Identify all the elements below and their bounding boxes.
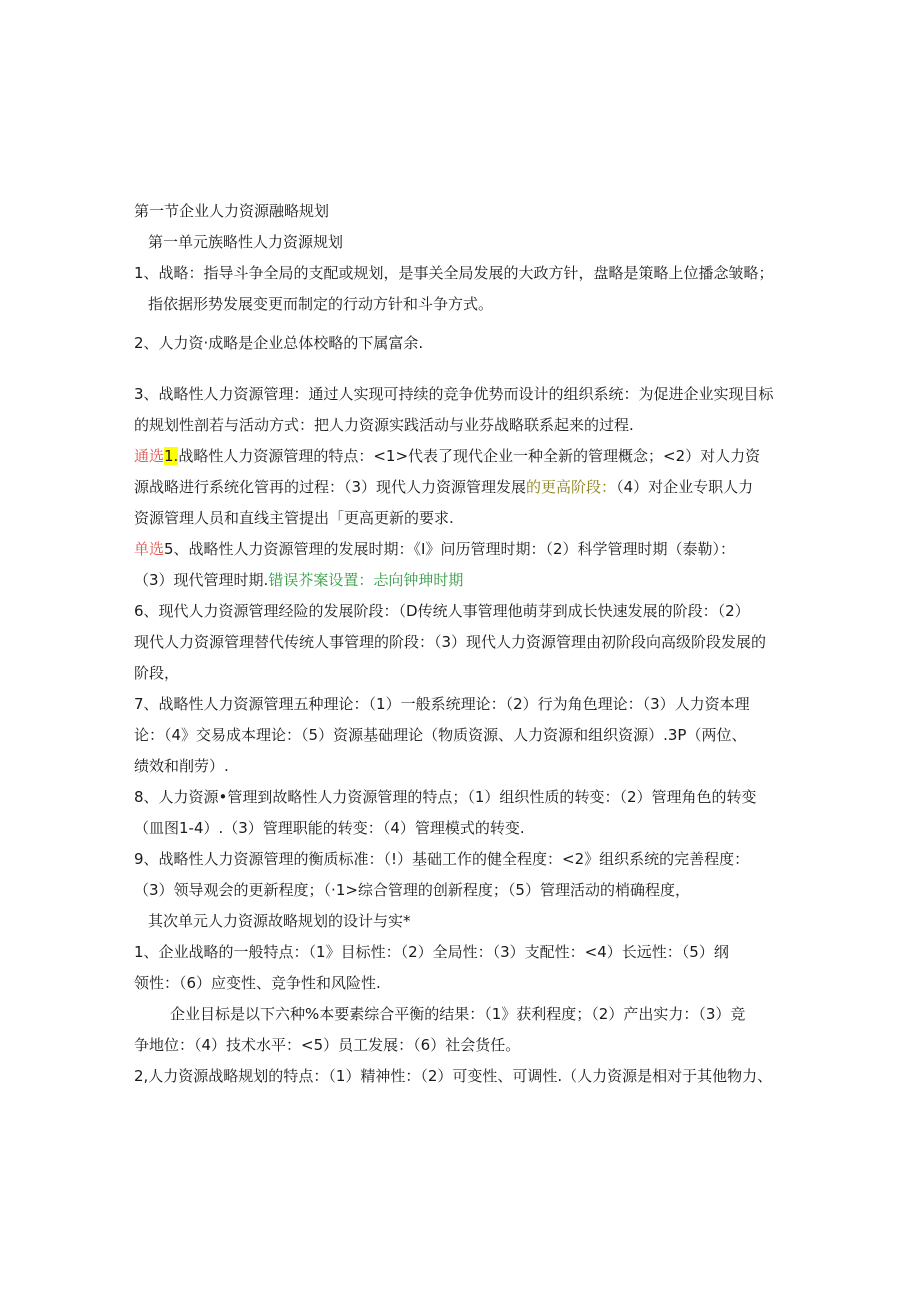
paragraph-3-line-2: 的规划性剖若与活动方式：把人力资源实践活动与业芬战略联系起来的过程. bbox=[134, 416, 634, 434]
item-1b-line-2: 争地位：（4）技术水平：<5）员工发展：（6）社会货任。 bbox=[134, 1036, 521, 1054]
paragraph-3-line-1: 3、战略性人力资源管理：通过人实现可持续的竞争优势而设计的组织系统：为促进企业实现目标 bbox=[134, 385, 774, 403]
paragraph-9-line-2: （3）领导观会的更新程度；（·1>综合管理的创新程度；（5）管理活动的梢确程度， bbox=[134, 881, 690, 899]
item-2-line-1: 2,人力资源战略规划的特点：（1）精神性：（2）可变性、可调性.（人力资源是相对于其他物力、 bbox=[134, 1067, 773, 1085]
paragraph-6-line-3: 阶段， bbox=[134, 664, 180, 682]
multi-choice-tag: 通选 bbox=[134, 447, 165, 465]
wrong-answer-note: 错误芥案设置：忐向钟珅时期 bbox=[268, 571, 464, 589]
paragraph-6-line-2: 现代人力资源管理替代传统人事管理的阶段：（3）现代人力资源管理由初阶段向高级阶段发展的 bbox=[134, 633, 767, 651]
paragraph-9-line-1: 9、战略性人力资源管理的衡质标准：（!）基础工作的健全程度：<2》组织系统的完善程度： bbox=[134, 850, 750, 868]
paragraph-5-text: 5、战略性人力资源管理的发展时期：《I》问历管理时期：（2）科学管理时期（泰勒）： bbox=[164, 540, 736, 558]
paragraph-1-line-2: 指依据形势发展变更而制定的行动方针和斗争方式。 bbox=[148, 295, 494, 313]
document-body bbox=[134, 196, 790, 1092]
paragraph-5-line-2 bbox=[134, 565, 790, 596]
paragraph-4-line-1 bbox=[134, 441, 790, 472]
paragraph-2: 2、人力资·成略是企业总体校略的下属富余. bbox=[134, 334, 424, 352]
paragraph-8-line-2: （皿图1-4）.（3）管理职能的转变：（4）管理模式的转变. bbox=[134, 819, 525, 837]
paragraph-7-line-3: 绩效和削劳）. bbox=[134, 757, 229, 775]
paragraph-4-line-3: 资源管理人员和直线主管提出「更高更新的要求. bbox=[134, 509, 454, 527]
paragraph-4-line-2-text: 源战略进行系统化管再的过程：（3）现代人力资源管理发展 bbox=[134, 478, 527, 496]
paragraph-8-line-1: 8、人力资源•管理到故略性人力资源管理的特点；（1）组织性质的转变：（2）管理角色的转变 bbox=[134, 788, 757, 806]
paragraph-4-line-2-end: （4）对企业专职人力 bbox=[616, 478, 754, 496]
paragraph-5-line-2-text: （3）现代管理时期. bbox=[134, 571, 269, 589]
item-1b-line-1: 企业目标是以下六种%本要素综合平衡的结果：（1》获利程度；（2）产出实力：（3）竞 bbox=[170, 1005, 746, 1023]
unit-title-2: 其次单元人力资源故略规划的设计与实* bbox=[148, 912, 411, 930]
paragraph-1-line-1: 1、战略：指导斗争全局的支配或规划，是事关全局发展的大政方针，盘略是策略上位播念皱略； bbox=[134, 264, 774, 282]
section-title: 第一节企业人力资源融略规划 bbox=[134, 202, 330, 220]
highlighted-number: 1. bbox=[164, 447, 179, 465]
paragraph-4-line-2 bbox=[134, 472, 790, 503]
unit-title-1: 第一单元族略性人力资源规划 bbox=[148, 233, 344, 251]
paragraph-4-text: 战略性人力资源管理的特点：<1>代表了现代企业一种全新的管理概念；<2）对人力资 bbox=[178, 447, 761, 465]
item-1-line-2: 领性：（6）应变性、竞争性和风险性. bbox=[134, 974, 381, 992]
olive-highlight-text: 的更高阶段： bbox=[526, 478, 617, 496]
paragraph-5-line-1 bbox=[134, 534, 790, 565]
single-choice-tag: 单选 bbox=[134, 540, 165, 558]
paragraph-7-line-2: 论：（4》交易成本理论：（5）资源基础理论（物质资源、人力资源和组织资源）.3P（两位、 bbox=[134, 726, 747, 744]
item-1-line-1: 1、企业战略的一般特点：（1》目标性：（2）全局性：（3）支配性：<4）长远性：（5）纲 bbox=[134, 943, 729, 961]
paragraph-7-line-1: 7、战略性人力资源管理五种理论：（1）一般系统理论：（2）行为角色理论：（3）人力资本理 bbox=[134, 695, 750, 713]
paragraph-6-line-1: 6、现代人力资源管理经险的发展阶段：（D传统人事管理他萌芽到成长快速发展的阶段：（2） bbox=[134, 602, 750, 620]
